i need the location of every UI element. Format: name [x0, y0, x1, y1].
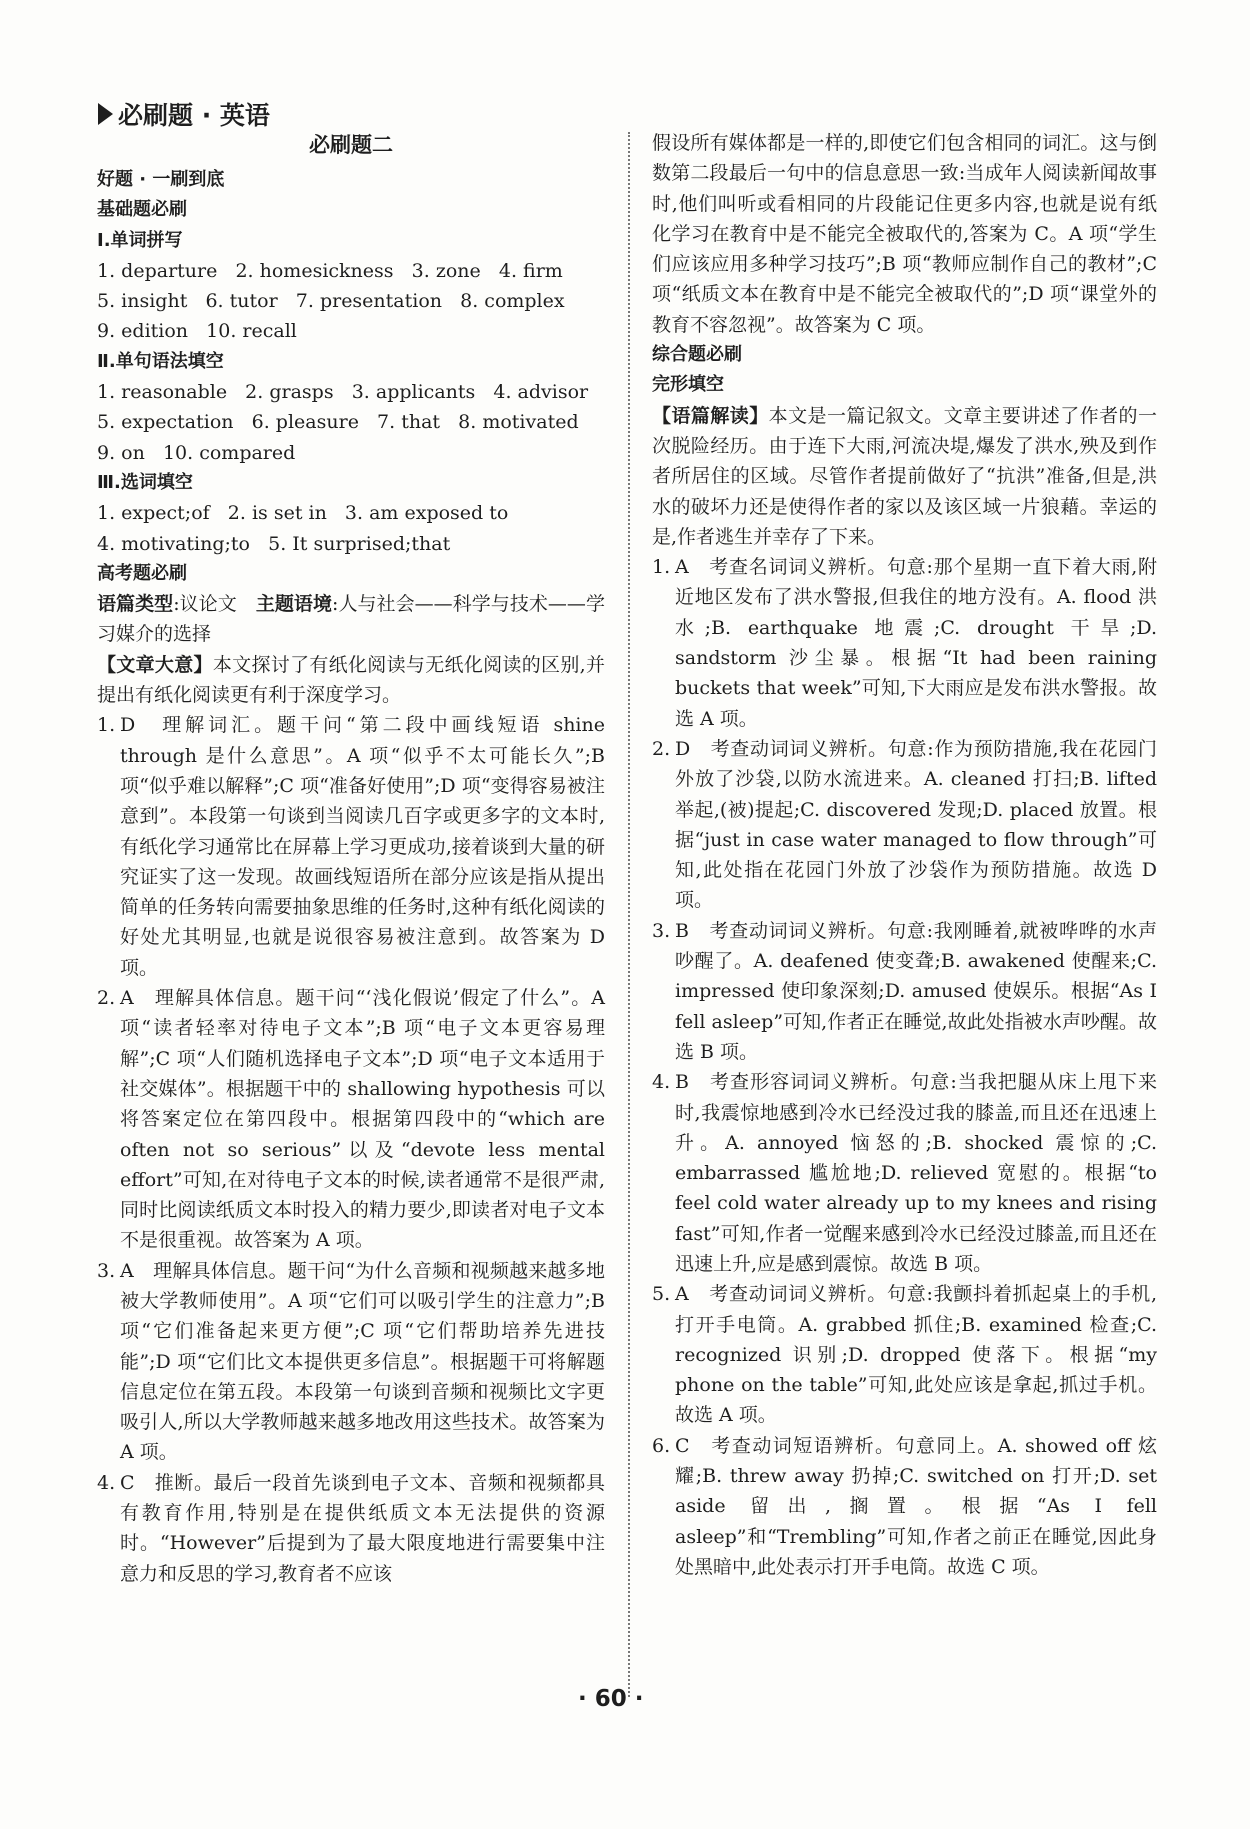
answer-item: [652, 734, 1157, 916]
genre-label: 语篇类型: [97, 593, 174, 616]
answer-line: 1. departure 2. homesickness 3. zone 4. firm: [97, 259, 563, 282]
section-heading: 好题 · 一刷到底: [97, 169, 225, 190]
answer-line: 1. expect;of 2. is set in 3. am exposed to: [97, 502, 509, 525]
item-text: D 理解词汇。题干问“第二段中画线短语 shine through 是什么意思”。A 项“似乎不太可能长久”;B 项“似乎难以解释”;C 项“准备好使用”;D 项“变得容易被注意到”。本段第一句谈到当阅读几百字或更多字的文本时,有纸化学习通常比在屏幕上学习更成功,接着谈到大量的研究证实了这一发现。故画线短语所在部分应该是指从提出简单的任务转向需要抽象思维的任务时,这种有纸化阅读的好处尤其明显,也就是说很容易被注意到。故答案为 D 项。: [120, 714, 605, 979]
item-number: 6.: [652, 1434, 671, 1457]
answer-item: [97, 1468, 605, 1589]
part-heading: Ⅲ.选词填空: [97, 471, 193, 493]
section-heading: 综合题必刷: [652, 344, 742, 366]
continued-text: 假设所有媒体都是一样的,即使它们包含相同的词汇。这与倒数第二段最后一句中的信息意思一致:当成年人阅读新闻故事时,他们叫听或看相同的片段能记住更多内容,也就是说有纸化学习在教育中是不能完全被取代的,答案为 C。A 项“学生们应该应用多种学习技巧”;B 项“教师应制作自己的教材”;C 项“纸质文本在教育中是不能完全被取代的”;D 项“课堂外的教育不容忽视”。故答案为 C 项。: [652, 132, 1157, 336]
item-text: A 考查动词词义辨析。句意:我颤抖着抓起桌上的手机,打开手电筒。A. grabbed 抓住;B. examined 检查;C. recognized 识别;D. dropped 使落下。根据“my phone on the table”可知,此处应该是拿起,抓过手机。故选 A 项。: [675, 1283, 1157, 1427]
item-number: 3.: [652, 919, 671, 942]
triangle-icon: [98, 103, 113, 125]
answer-item: [652, 552, 1157, 734]
page-title: 必刷题二: [309, 133, 393, 157]
section-heading: 基础题必刷: [97, 199, 187, 221]
answer-line: 5. insight 6. tutor 7. presentation 8. complex: [97, 290, 565, 313]
answer-line: 4. motivating;to 5. It surprised;that: [97, 532, 451, 555]
item-text: B 考查动词词义辨析。句意:我刚睡着,就被哗哗的水声吵醒了。A. deafened 使变聋;B. awakened 使醒来;C. impressed 使印象深刻;D. amused 使娱乐。根据“As I fell asleep”可知,作者正在睡觉,故此处指被水声吵醒。故选 B 项。: [675, 919, 1157, 1063]
answer-item: [97, 983, 605, 1256]
answer-item: [652, 1067, 1157, 1279]
answer-line: 1. reasonable 2. grasps 3. applicants 4. advisor: [97, 381, 589, 404]
summary-tag: 【文章大意】: [97, 653, 213, 676]
answer-line: 9. edition 10. recall: [97, 320, 297, 343]
analysis-text: 本文是一篇记叙文。文章主要讲述了作者的一次脱险经历。由于连下大雨,河流决堤,爆发了洪水,殃及到作者所居住的区域。尽管作者提前做好了“抗洪”准备,但是,洪水的破坏力还是使得作者的家以及该区域一片狼藉。幸运的是,作者逃生并幸存了下来。: [652, 404, 1157, 548]
summary: [97, 650, 605, 711]
item-number: 2.: [652, 737, 671, 760]
running-header: [98, 96, 270, 132]
header-title: 必刷题 · 英语: [118, 101, 270, 130]
item-number: 4.: [97, 1471, 116, 1494]
answer-line: 9. on 10. compared: [97, 441, 296, 464]
genre-value: :议论文: [173, 593, 237, 616]
answer-item: [652, 916, 1157, 1067]
item-number: 2.: [97, 987, 116, 1010]
part-heading: Ⅱ.单句语法填空: [97, 350, 224, 372]
item-number: 1.: [97, 714, 116, 737]
analysis-tag: 【语篇解读】: [652, 404, 769, 427]
answer-item: [652, 1279, 1157, 1430]
page-number: · 60 ·: [578, 1686, 644, 1712]
answer-item: [97, 1256, 605, 1468]
analysis: [652, 401, 1157, 552]
answer-item: [652, 1431, 1157, 1582]
context-label: 主题语境: [255, 593, 333, 616]
item-text: A 考查名词词义辨析。句意:那个星期一直下着大雨,附近地区发布了洪水警报,但我住的地方没有。A. flood 洪水;B. earthquake 地震;C. drought 干旱;D. sandstorm 沙尘暴。根据“It had been raining buckets that week”可知,下大雨应是发布洪水警报。故选 A 项。: [675, 556, 1157, 730]
item-text: B 考查形容词词义辨析。句意:当我把腿从床上甩下来时,我震惊地感到冷水已经没过我的膝盖,而且还在迅速上升。A. annoyed 恼怒的;B. shocked 震惊的;C. embarrassed 尴尬地;D. relieved 宽慰的。根据“to feel cold water already up to my knees and rising fast”可知,作者一觉醒来感到冷水已经没过膝盖,而且还在迅速上升,应是感到震惊。故选 B 项。: [675, 1071, 1157, 1275]
item-text: D 考查动词词义辨析。句意:作为预防措施,我在花园门外放了沙袋,以防水流进来。A. cleaned 打扫;B. lifted 举起,(被)提起;C. discovered 发现;D. placed 放置。根据“just in case water managed to flow through”可知,此处指在花园门外放了沙袋作为预防措施。故选 D 项。: [675, 737, 1157, 912]
item-text: A 理解具体信息。题干问“为什么音频和视频越来越多地被大学教师使用”。A 项“它们可以吸引学生的注意力”;B 项“它们准备起来更方便”;C 项“它们帮助培养先进技能”;D 项“它们比文本提供更多信息”。根据题干可将解题信息定位在第五段。本段第一句谈到音频和视频比文字更吸引人,所以大学教师越来越多地改用这些技术。故答案为 A 项。: [120, 1259, 605, 1464]
section-heading: 高考题必刷: [97, 562, 187, 584]
section-heading: 完形填空: [652, 374, 724, 396]
item-text: C 推断。最后一段首先谈到电子文本、音频和视频都具有教育作用,特别是在提供纸质文本无法提供的资源时。“However”后提到为了最大限度地进行需要集中注意力和反思的学习,教育者不应该: [120, 1471, 605, 1585]
item-number: 1.: [652, 556, 671, 579]
part-heading: Ⅰ.单词拼写: [97, 229, 183, 251]
left-column: [97, 128, 605, 1589]
item-number: 4.: [652, 1071, 671, 1094]
answer-item: [97, 710, 605, 983]
context-value: :人与社会——科学与技术——学习媒介的选择: [97, 593, 605, 646]
item-number: 3.: [97, 1259, 116, 1282]
item-text: C 考查动词短语辨析。句意同上。A. showed off 炫耀;B. threw away 扔掉;C. switched on 打开;D. set aside 留出,搁置。根据“As I fell asleep”和“Trembling”可知,作者之前正在睡觉,因此身处黑暗中,此处表示打开手电筒。故选 C 项。: [675, 1434, 1157, 1578]
column-divider: [628, 132, 630, 1697]
item-number: 5.: [652, 1283, 671, 1306]
summary-text: 本文探讨了有纸化阅读与无纸化阅读的区别,并提出有纸化阅读更有利于深度学习。: [97, 653, 605, 707]
answer-line: 5. expectation 6. pleasure 7. that 8. motivated: [97, 411, 579, 434]
item-text: A 理解具体信息。题干问“‘浅化假说’假定了什么”。A 项“读者轻率对待电子文本”;B 项“电子文本更容易理解”;C 项“人们随机选择电子文本”;D 项“电子文本适用于社交媒体”。根据题干中的 shallowing hypothesis 可以将答案定位在第四段中。根据第四段中的“which are often not so serious”以及“devote less mental effort”可知,在对待电子文本的时候,读者通常不是很严肃,同时比阅读纸质文本时投入的精力要少,即读者对电子文本不是很重视。故答案为 A 项。: [120, 987, 605, 1252]
passage-info: [97, 589, 605, 650]
right-column: [652, 128, 1157, 1582]
